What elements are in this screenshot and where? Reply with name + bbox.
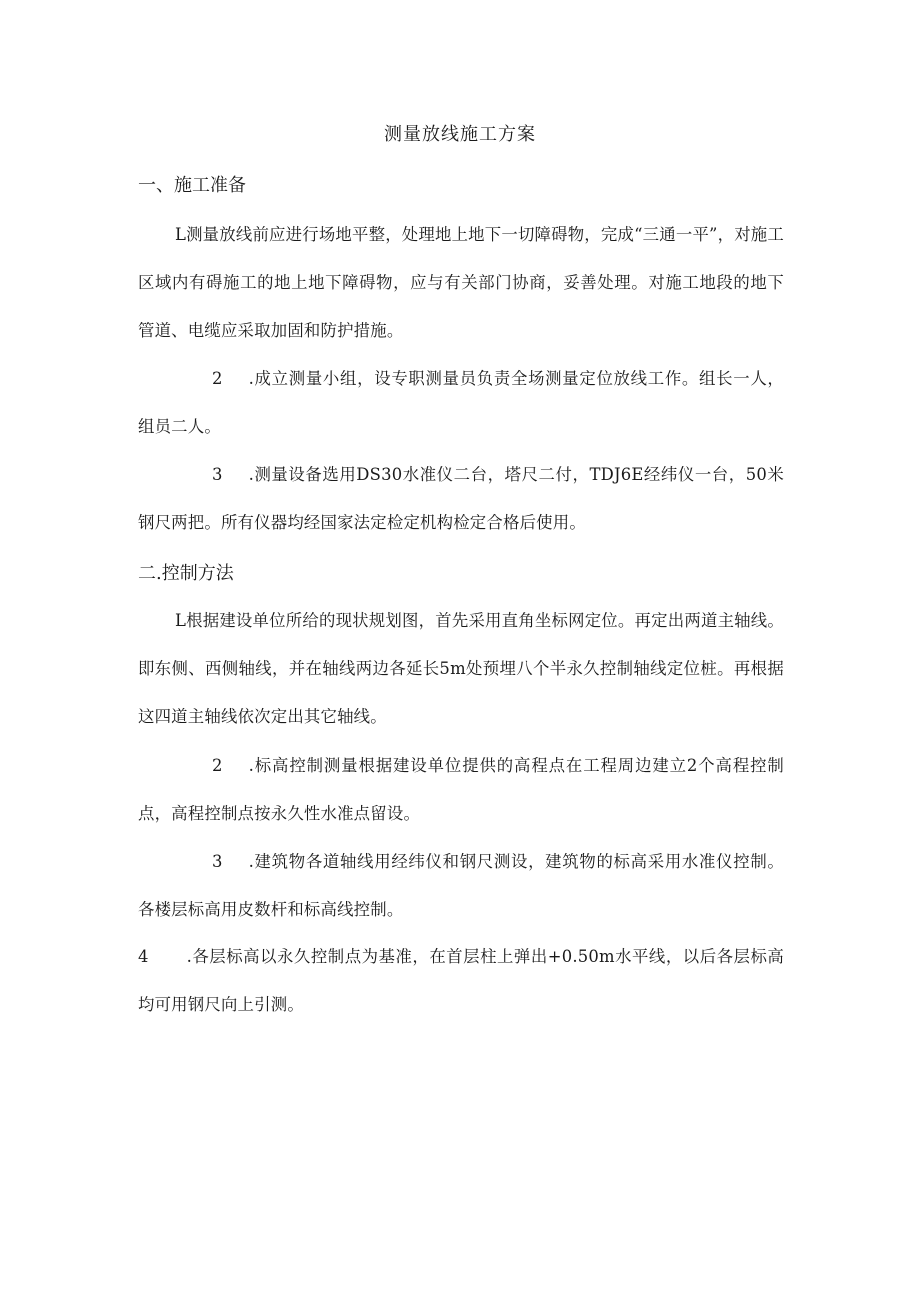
paragraph-number: 3	[212, 465, 223, 484]
paragraph-control-3	[138, 838, 784, 934]
paragraph-control-1	[138, 597, 784, 741]
section-heading-preparation: 一、施工准备	[138, 175, 246, 196]
paragraph-prep-3	[138, 451, 784, 547]
paragraph-number: 2	[212, 369, 223, 388]
paragraph-text: .测量设备选用DS30水准仪二台，塔尺二付，TDJ6E经纬仪一台，50米钢尺两把。所有仪器均经国家法定检定机构检定合格后使用。	[138, 465, 784, 532]
paragraph-prep-2	[138, 355, 784, 451]
paragraph-text: .各层标高以永久控制点为基准，在首层柱上弹出+0.50m水平线，以后各层标高均可用钢尺向上引测。	[138, 947, 784, 1014]
paragraph-number: 2	[212, 756, 223, 775]
paragraph-text: .标高控制测量根据建设单位提供的高程点在工程周边建立2个高程控制点，高程控制点按永久性水准点留设。	[138, 756, 784, 823]
paragraph-text: L根据建设单位所给的现状规划图，首先采用直角坐标网定位。再定出两道主轴线。即东侧、西侧轴线，并在轴线两边各延长5m处预埋八个半永久控制轴线定位桩。再根据这四道主轴线依次定出其它轴线。	[138, 611, 784, 726]
section-heading-control-method: 二.控制方法	[138, 563, 234, 584]
paragraph-control-4	[138, 933, 784, 1029]
paragraph-prep-1	[138, 211, 784, 355]
paragraph-text: .建筑物各道轴线用经纬仪和钢尺测设，建筑物的标高采用水准仪控制。各楼层标高用皮数杆和标高线控制。	[138, 852, 784, 919]
paragraph-number: 3	[212, 852, 223, 871]
document-title: 测量放线施工方案	[384, 124, 536, 145]
paragraph-number: 4	[138, 947, 149, 966]
paragraph-control-2	[138, 742, 784, 838]
paragraph-text: L测量放线前应进行场地平整，处理地上地下一切障碍物，完成“三通一平”，对施工区域内有碍施工的地上地下障碍物，应与有关部门协商，妥善处理。对施工地段的地下管道、电缆应采取加固和防护措施。	[138, 225, 784, 340]
paragraph-text: .成立测量小组，设专职测量员负责全场测量定位放线工作。组长一人，组员二人。	[138, 369, 784, 436]
